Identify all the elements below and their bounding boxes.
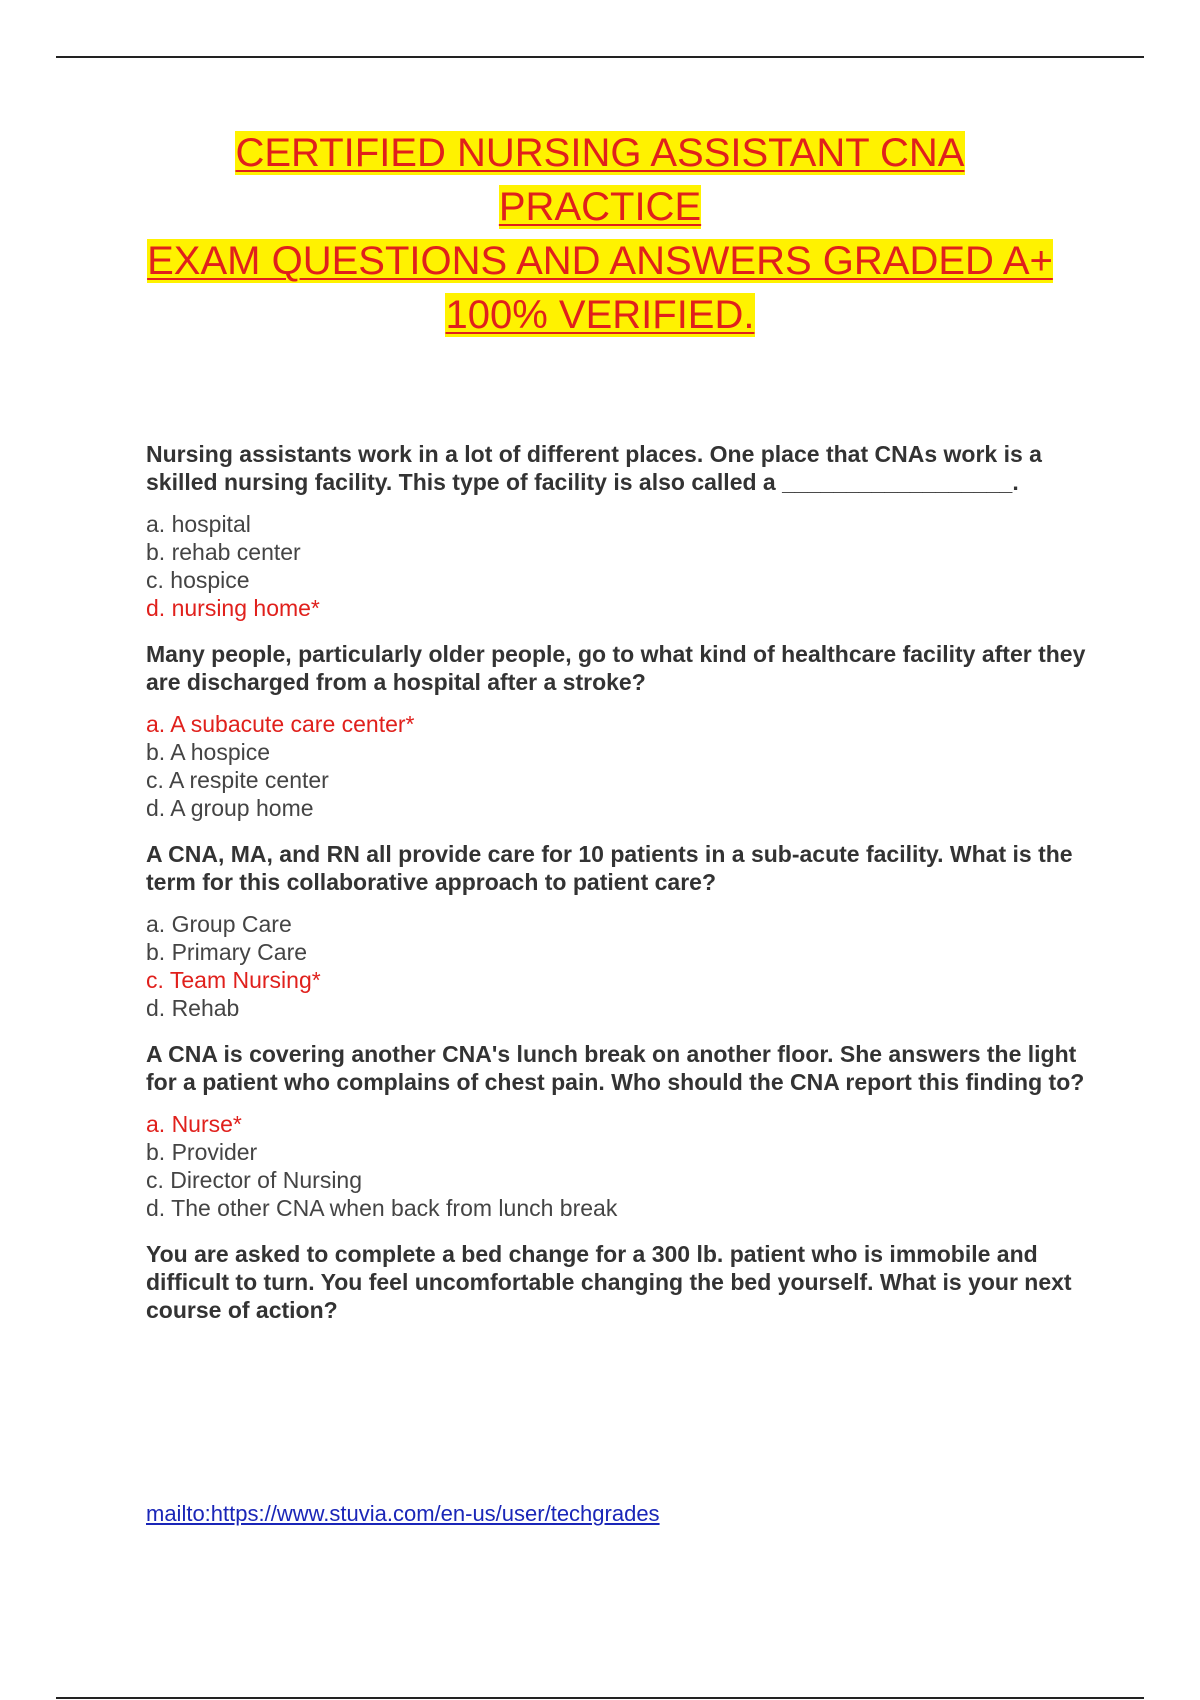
question-text: A CNA, MA, and RN all provide care for 10 patients in a sub-acute facility. What is the term for this collaborative approach to patient care? (146, 841, 1073, 895)
answer-options (146, 710, 1096, 822)
answer-options (146, 1110, 1096, 1222)
answer-option: c. A respite center (146, 767, 329, 793)
document-title (130, 126, 1070, 342)
answer-option: b. rehab center (146, 539, 301, 565)
question-text: Nursing assistants work in a lot of different places. One place that CNAs work is a skilled nursing facility. This type of facility is also called a __________________. (146, 441, 1042, 495)
question-block-2 (146, 640, 1096, 822)
answer-option: d. A group home (146, 795, 314, 821)
question-list (146, 440, 1096, 1338)
title-line-2: EXAM QUESTIONS AND ANSWERS GRADED A+ (147, 239, 1053, 283)
answer-options (146, 510, 1096, 622)
question-block-5 (146, 1240, 1096, 1324)
answer-option: b. A hospice (146, 739, 271, 765)
answer-option: d. The other CNA when back from lunch break (146, 1195, 618, 1221)
answer-option: a. hospital (146, 511, 251, 537)
answer-option: a. Group Care (146, 911, 292, 937)
correct-answer-option: a. Nurse* (146, 1111, 242, 1137)
answer-option: c. hospice (146, 567, 250, 593)
answer-option: b. Primary Care (146, 939, 308, 965)
answer-option: b. Provider (146, 1139, 258, 1165)
bottom-divider (56, 1697, 1144, 1699)
title-line-1: CERTIFIED NURSING ASSISTANT CNA PRACTICE (235, 131, 965, 229)
question-text: A CNA is covering another CNA's lunch break on another floor. She answers the light for a patient who complains of chest pain. Who should the CNA report this finding to? (146, 1041, 1085, 1095)
question-text: Many people, particularly older people, go to what kind of healthcare facility after they are discharged from a hospital after a stroke? (146, 641, 1086, 695)
question-block-3 (146, 840, 1096, 1022)
answer-options (146, 910, 1096, 1022)
top-divider (56, 56, 1144, 58)
question-block-1 (146, 440, 1096, 622)
correct-answer-option: a. A subacute care center* (146, 711, 415, 737)
answer-option: d. Rehab (146, 995, 240, 1021)
source-link[interactable]: mailto:https://www.stuvia.com/en-us/user/techgrades (146, 1501, 660, 1526)
answer-option: c. Director of Nursing (146, 1167, 363, 1193)
question-block-4 (146, 1040, 1096, 1222)
title-line-3: 100% VERIFIED. (445, 293, 755, 337)
question-text: You are asked to complete a bed change for a 300 lb. patient who is immobile and difficult to turn. You feel uncomfortable changing the bed yourself. What is your next course of action? (146, 1241, 1072, 1323)
correct-answer-option: d. nursing home* (146, 595, 320, 621)
correct-answer-option: c. Team Nursing* (146, 967, 321, 993)
